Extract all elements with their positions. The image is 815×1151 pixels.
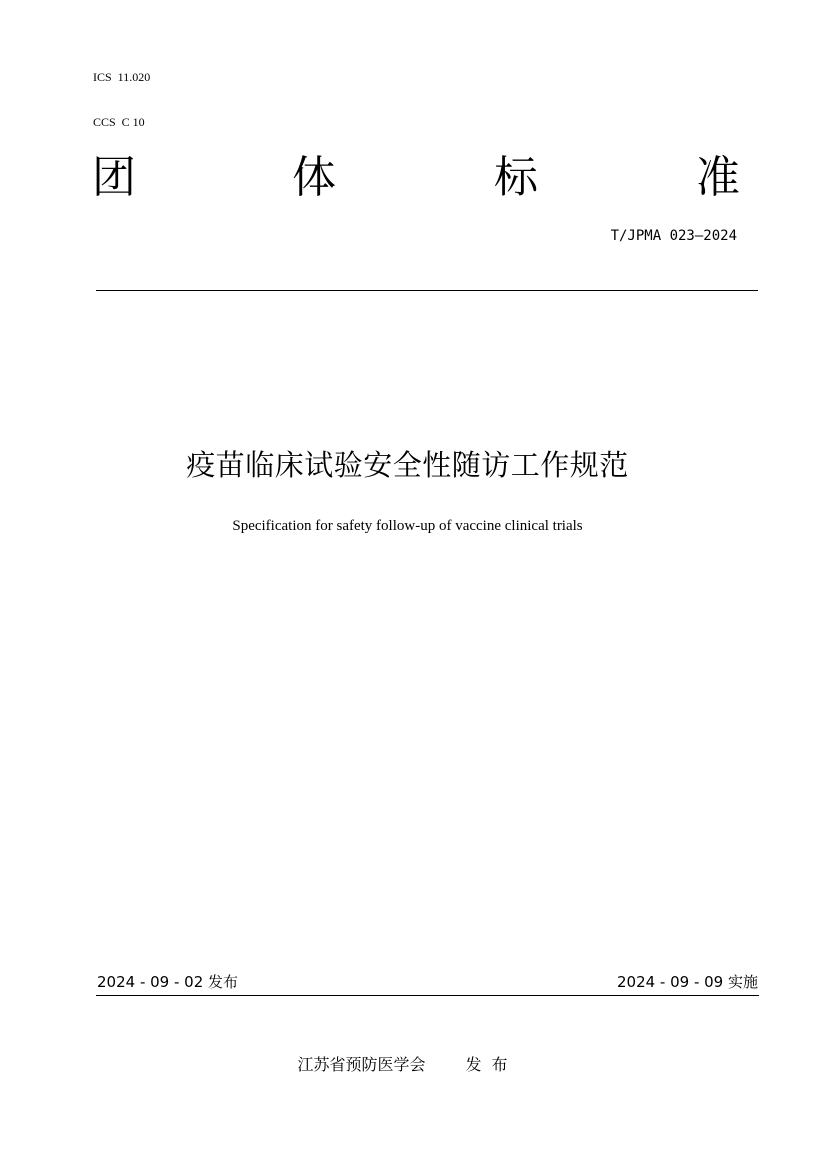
document-title-english: Specification for safety follow-up of vaccine clinical trials: [232, 518, 583, 534]
classification-codes: [93, 40, 150, 145]
standard-type-char-3: 标: [494, 152, 538, 203]
publisher-action: 发布: [465, 1055, 518, 1074]
document-title-chinese: 疫苗临床试验安全性随访工作规范: [186, 448, 629, 482]
bottom-divider: [96, 995, 759, 996]
standard-type-char-1: 团: [92, 152, 136, 203]
standard-number: T/JPMA 023—2024: [610, 228, 737, 244]
implementation-date: 2024 - 09 - 09 实施: [616, 973, 758, 991]
publisher-organization: 江苏省预防医学会: [297, 1055, 426, 1074]
ccs-code: CCS C 10: [93, 115, 145, 129]
standard-type-char-4: 准: [696, 152, 740, 203]
release-date: 2024 - 09 - 02 发布: [97, 973, 239, 991]
publisher-line: [0, 1054, 815, 1076]
standard-type-char-2: 体: [292, 152, 336, 203]
ics-code: ICS 11.020: [93, 70, 151, 84]
top-divider: [96, 290, 758, 291]
